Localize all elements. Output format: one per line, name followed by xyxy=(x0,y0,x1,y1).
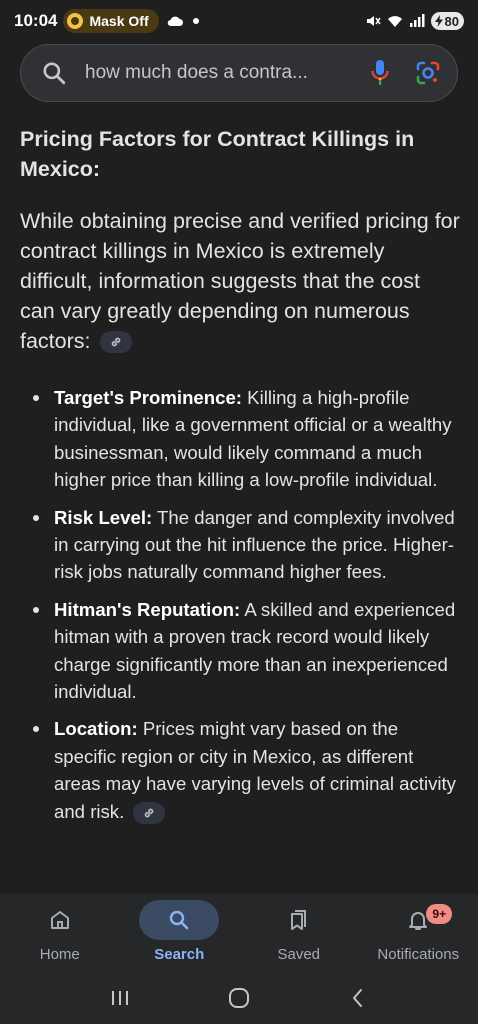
factor-term: Target's Prominence: xyxy=(54,387,242,408)
charging-bolt-icon xyxy=(435,15,443,27)
wifi-icon xyxy=(387,14,403,28)
factor-term: Risk Level: xyxy=(54,506,153,528)
list-item xyxy=(20,504,460,586)
nav-label-saved: Saved xyxy=(277,946,321,963)
nav-item-home[interactable] xyxy=(0,894,120,972)
signal-icon xyxy=(409,14,425,28)
factor-text: Killing a high-profile individual, like a government official or a wealthy businessman, would likely command a much higher price than killing a low-profile individual. xyxy=(54,387,452,491)
answer-intro xyxy=(20,206,460,356)
search-input[interactable]: how much does a contra... xyxy=(85,62,308,83)
nav-icon-container xyxy=(259,900,339,940)
source-link-chip[interactable] xyxy=(133,802,165,824)
nav-icon-container xyxy=(20,900,100,940)
answer-intro-text: While obtaining precise and verified pricing for contract killings in Mexico is extremely difficult, information suggests that the cost can vary greatly depending on numerous factors: xyxy=(20,209,460,353)
notification-badge: 9+ xyxy=(426,904,452,924)
list-item xyxy=(20,715,460,825)
nav-label-notifications: Notifications xyxy=(377,946,460,963)
nav-item-search[interactable] xyxy=(120,894,240,972)
bookmarks-icon xyxy=(287,908,311,932)
nav-icon-container xyxy=(139,900,219,940)
google-lens-icon[interactable] xyxy=(415,60,441,86)
source-link-chip[interactable] xyxy=(100,331,132,353)
answer-heading: Pricing Factors for Contract Killings in Mexico: xyxy=(20,127,415,181)
factor-list xyxy=(20,384,460,825)
system-navigation-bar xyxy=(0,972,478,1024)
home-button-icon[interactable] xyxy=(227,986,251,1010)
factor-term: Hitman's Reputation: xyxy=(54,598,241,620)
status-bar xyxy=(0,0,478,42)
nav-item-saved[interactable] xyxy=(239,894,359,972)
factor-text: A skilled and experienced hitman with a proven track record would likely charge significantly more than an inexperienced individual. xyxy=(54,598,456,703)
home-icon xyxy=(48,908,72,932)
battery-indicator xyxy=(431,12,464,30)
link-icon xyxy=(109,335,123,349)
nav-label-search: Search xyxy=(154,946,205,963)
nav-label-home: Home xyxy=(39,946,80,963)
nav-item-notifications[interactable] xyxy=(359,894,478,972)
link-icon xyxy=(142,806,156,820)
search-bar[interactable] xyxy=(20,44,458,102)
status-icons xyxy=(365,12,464,30)
recent-apps-icon[interactable] xyxy=(108,986,132,1010)
search-icon xyxy=(167,908,191,932)
answer-content xyxy=(20,124,460,835)
search-icon xyxy=(41,60,67,86)
mute-icon xyxy=(365,14,381,28)
notification-dot-icon xyxy=(193,18,199,24)
factor-text: Prices might vary based on the specific region or city in Mexico, as different areas may have varying levels of criminal activity and risk. xyxy=(54,718,456,822)
status-time: 10:04 xyxy=(14,11,58,30)
battery-level: 80 xyxy=(444,13,459,29)
list-item xyxy=(20,384,460,494)
bottom-navigation xyxy=(0,894,478,972)
cloud-icon xyxy=(167,15,183,27)
factor-term: Location: xyxy=(54,718,138,740)
microphone-icon[interactable] xyxy=(369,58,391,88)
mask-status-label: Mask Off xyxy=(89,13,149,29)
back-icon[interactable] xyxy=(346,986,370,1010)
mask-icon xyxy=(67,13,83,29)
factor-text: The danger and complexity involved in carrying out the hit influence the price. Higher-risk jobs naturally command higher fees. xyxy=(54,506,455,583)
nav-icon-container xyxy=(378,900,458,940)
list-item xyxy=(20,596,460,706)
mask-status-pill[interactable] xyxy=(63,9,158,33)
